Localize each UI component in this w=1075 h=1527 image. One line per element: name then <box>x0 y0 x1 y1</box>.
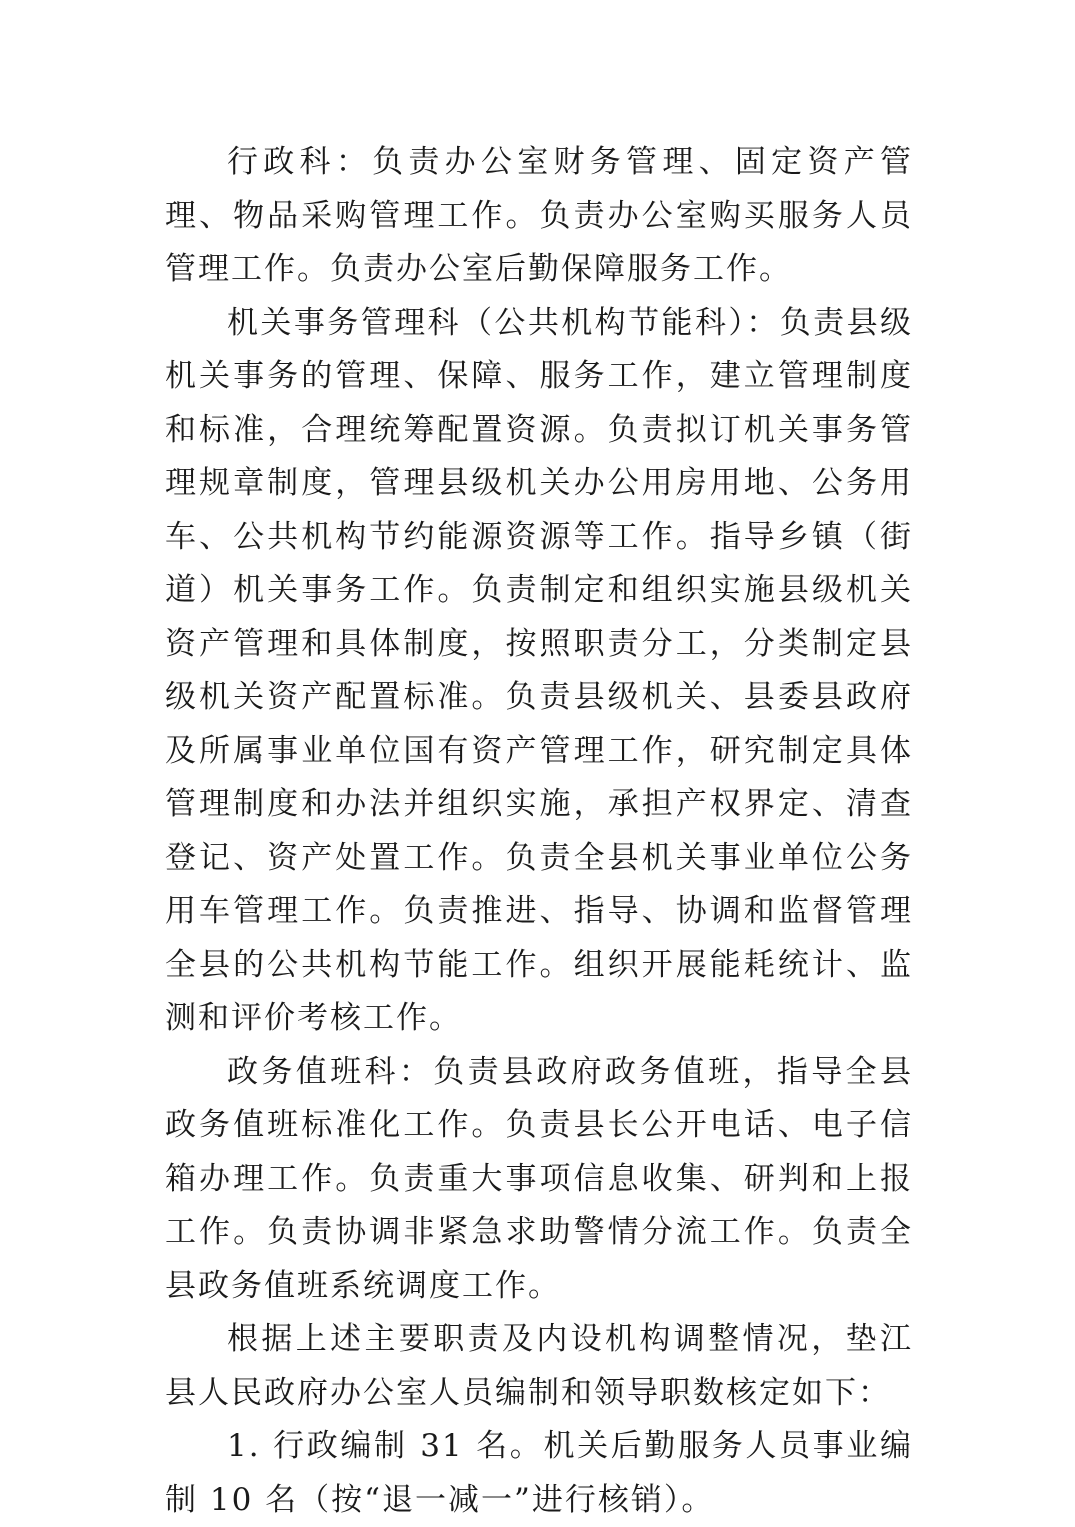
paragraph-staffing-item-1: 1. 行政编制 31 名。机关后勤服务人员事业编制 10 名（按“退一减一”进行核销）。 <box>165 1428 913 1518</box>
paragraph-affairs-management-section: 机关事务管理科（公共机构节能科）：负责县级机关事务的管理、保障、服务工作，建立管理制度和标准，合理统筹配置资源。负责拟订机关事务管理规章制度，管理县级机关办公用房用地、公务用车、公共机构节约能源资源等工作。指导乡镇（街道）机关事务工作。负责制定和组织实施县级机关资产管理和具体制度，按照职责分工，分类制定县级机关资产配置标准。负责县级机关、县委县政府及所属事业单位国有资产管理工作，研究制定具体管理制度和办法并组织实施，承担产权界定、清查登记、资产处置工作。负责全县机关事业单位公务用车管理工作。负责推进、指导、协调和监督管理全县的公共机构节能工作。组织开展能耗统计、监测和评价考核工作。 <box>165 304 913 1036</box>
paragraph-duty-section: 政务值班科：负责县政府政务值班，指导全县政务值班标准化工作。负责县长公开电话、电子信箱办理工作。负责重大事项信息收集、研判和上报工作。负责协调非紧急求助警情分流工作。负责全县政务值班系统调度工作。 <box>165 1053 913 1304</box>
paragraph-staffing-intro: 根据上述主要职责及内设机构调整情况，垫江县人民政府办公室人员编制和领导职数核定如下： <box>165 1321 913 1411</box>
paragraph-administrative-section: 行政科：负责办公室财务管理、固定资产管理、物品采购管理工作。负责办公室购买服务人员管理工作。负责办公室后勤保障服务工作。 <box>165 144 913 287</box>
document-body <box>165 136 913 1527</box>
